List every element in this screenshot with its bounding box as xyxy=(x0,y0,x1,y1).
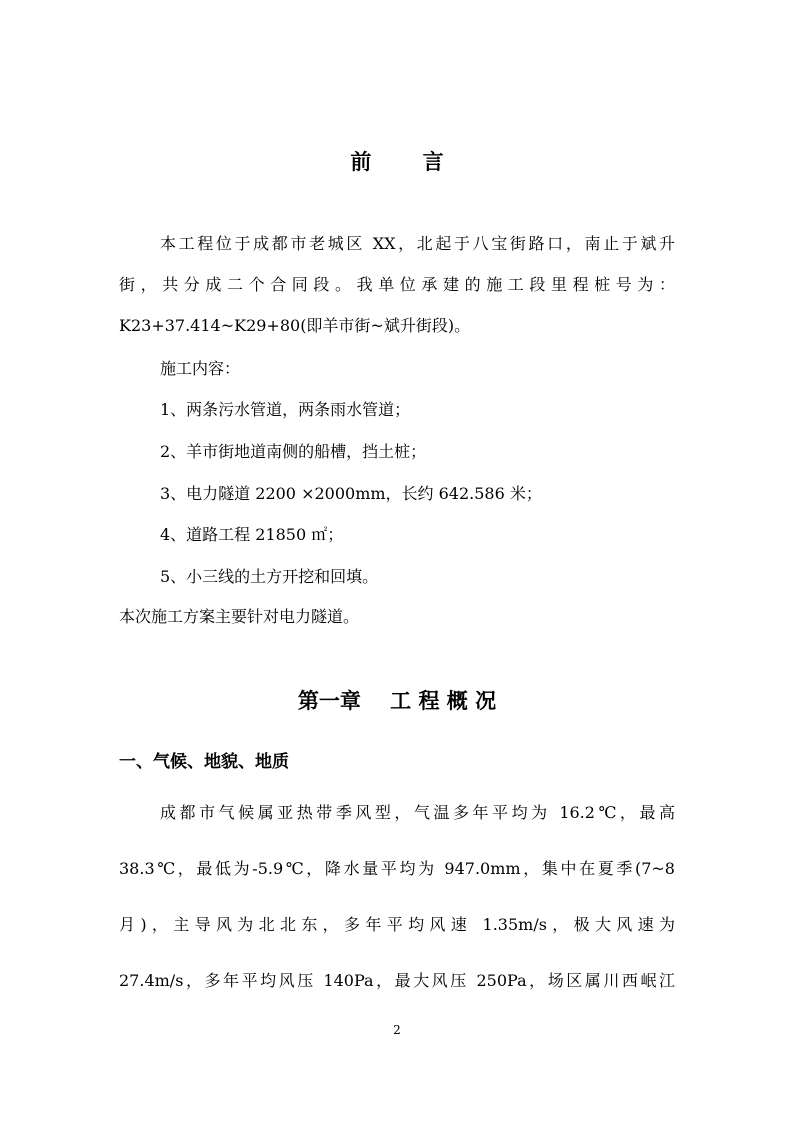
preface-summary: 本次施工方案主要针对电力隧道。 xyxy=(119,607,360,626)
list-item: 5、小三线的土方开挖和回填。 xyxy=(160,567,379,586)
section-paragraph-line-2: 38.3℃，最低为-5.9℃，降水量平均为 947.0mm，集中在夏季(7~8 xyxy=(119,859,675,878)
list-item: 2、羊市街地道南侧的船槽，挡土桩； xyxy=(160,442,427,461)
section-paragraph-line-4: 27.4m/s，多年平均风压 140Pa，最大风压 250Pa，场区属川西岷江 xyxy=(119,971,675,990)
section-paragraph-line-3: 月)，主导风为北北东，多年平均风速 1.35m/s，极大风速为 xyxy=(119,915,675,934)
preface-title: 前 言 xyxy=(350,149,444,174)
page-number: 2 xyxy=(393,1023,401,1037)
content-heading: 施工内容： xyxy=(160,359,241,378)
list-item: 1、两条污水管道，两条雨水管道； xyxy=(160,400,411,419)
section-paragraph-line-1: 成都市气候属亚热带季风型，气温多年平均为 16.2℃，最高 xyxy=(160,803,675,822)
section-title: 一、气候、地貌、地质 xyxy=(119,752,289,772)
list-item: 4、道路工程 21850 ㎡； xyxy=(160,525,344,544)
list-item: 3、电力隧道 2200 ×2000mm，长约 642.586 米； xyxy=(160,484,542,503)
preface-paragraph-line-3: K23+37.414~K29+80(即羊市街~斌升街段)。 xyxy=(119,316,471,335)
chapter-title: 第一章 工 程 概 况 xyxy=(297,688,497,713)
preface-paragraph-line-2: 街，共分成二个合同段。我单位承建的施工段里程桩号为： xyxy=(119,275,675,294)
preface-paragraph-line-1: 本工程位于成都市老城区 XX，北起于八宝街路口，南止于斌升 xyxy=(160,234,675,253)
